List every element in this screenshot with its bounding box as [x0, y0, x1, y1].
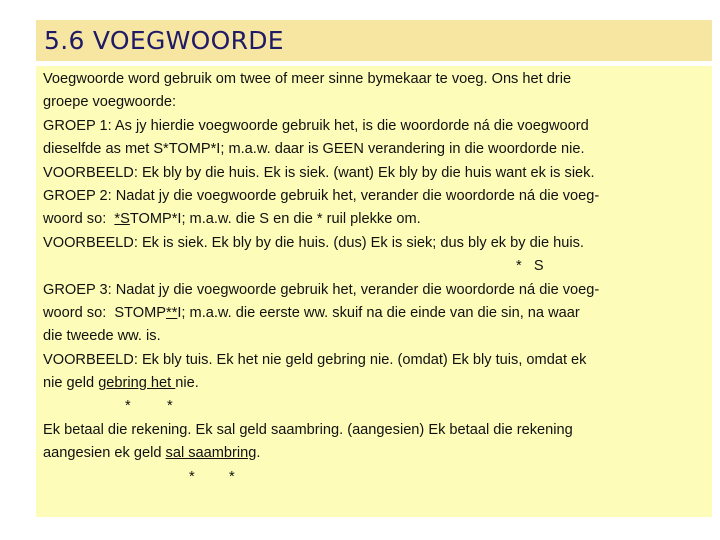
text-line-7 — [43, 208, 704, 231]
marker-star: * — [229, 468, 235, 485]
marker-star: * — [189, 468, 195, 485]
text-line-9 — [43, 279, 704, 302]
text-segment: GROEP 2: Nadat jy die voegwoorde gebruik het, verander die woordorde ná die voeg- — [43, 187, 600, 204]
text-segment: die tweede ww. is. — [43, 328, 161, 345]
marker-star: * — [125, 398, 131, 415]
text-line-8 — [43, 232, 704, 255]
text-segment: GROEP 3: Nadat jy die voegwoorde gebruik het, verander die woordorde ná die voeg- — [43, 281, 600, 298]
text-segment: woord so: — [43, 211, 115, 228]
text-segment: VOORBEELD: Ek bly tuis. Ek het nie geld gebring nie. (omdat) Ek bly tuis, omdat ek — [43, 351, 587, 368]
text-line-2 — [43, 91, 704, 114]
marker-text: * S — [516, 258, 544, 275]
text-segment: VOORBEELD: Ek bly by die huis. Ek is siek. (want) Ek bly by die huis want ek is siek. — [43, 164, 595, 181]
text-line-4 — [43, 138, 704, 161]
text-line-13 — [43, 372, 704, 395]
content-panel — [36, 66, 712, 517]
text-line-12 — [43, 349, 704, 372]
text-line-11 — [43, 325, 704, 348]
text-segment: Ek betaal die rekening. Ek sal geld saambring. (aangesien) Ek betaal die rekening — [43, 421, 573, 438]
text-segment: GROEP 1: As jy hierdie voegwoorde gebruik het, is die woordorde ná die voegwoord — [43, 117, 589, 134]
text-segment: groepe voegwoorde: — [43, 94, 177, 111]
text-line-1 — [43, 68, 704, 91]
marker-line-2 — [43, 395, 704, 418]
text-line-5 — [43, 162, 704, 185]
underlined-text: *S — [114, 211, 130, 228]
marker-line-3 — [43, 466, 704, 489]
underlined-text: sal saambring — [165, 445, 257, 462]
underlined-text: gebring het — [98, 375, 176, 392]
text-line-10 — [43, 302, 704, 325]
text-line-6 — [43, 185, 704, 208]
text-segment: I; m.a.w. die eerste ww. skuif na die einde van die sin, na waar — [177, 304, 580, 321]
text-segment: Voegwoorde word gebruik om twee of meer sinne bymekaar te voeg. Ons het drie — [43, 71, 572, 87]
marker-line-1 — [43, 255, 704, 278]
underlined-text: ** — [166, 304, 178, 321]
text-line-14 — [43, 419, 704, 442]
text-segment: TOMP*I; m.a.w. die S en die * ruil plekke om. — [129, 211, 421, 228]
slide-title: 5.6 VOEGWOORDE — [44, 26, 284, 55]
text-segment: nie geld — [43, 375, 99, 392]
text-segment: dieselfde as met S*TOMP*I; m.a.w. daar is GEEN verandering in die woordorde nie. — [43, 141, 585, 158]
text-segment: aangesien ek geld — [43, 445, 166, 462]
text-line-15 — [43, 442, 704, 465]
text-segment: VOORBEELD: Ek is siek. Ek bly by die huis. (dus) Ek is siek; dus bly ek by die huis. — [43, 234, 584, 251]
text-segment: nie. — [175, 375, 199, 392]
text-segment: woord so: STOMP — [43, 304, 167, 321]
marker-star: * — [167, 398, 173, 415]
title-bar — [36, 20, 712, 61]
text-line-3 — [43, 115, 704, 138]
text-segment: . — [256, 445, 261, 462]
